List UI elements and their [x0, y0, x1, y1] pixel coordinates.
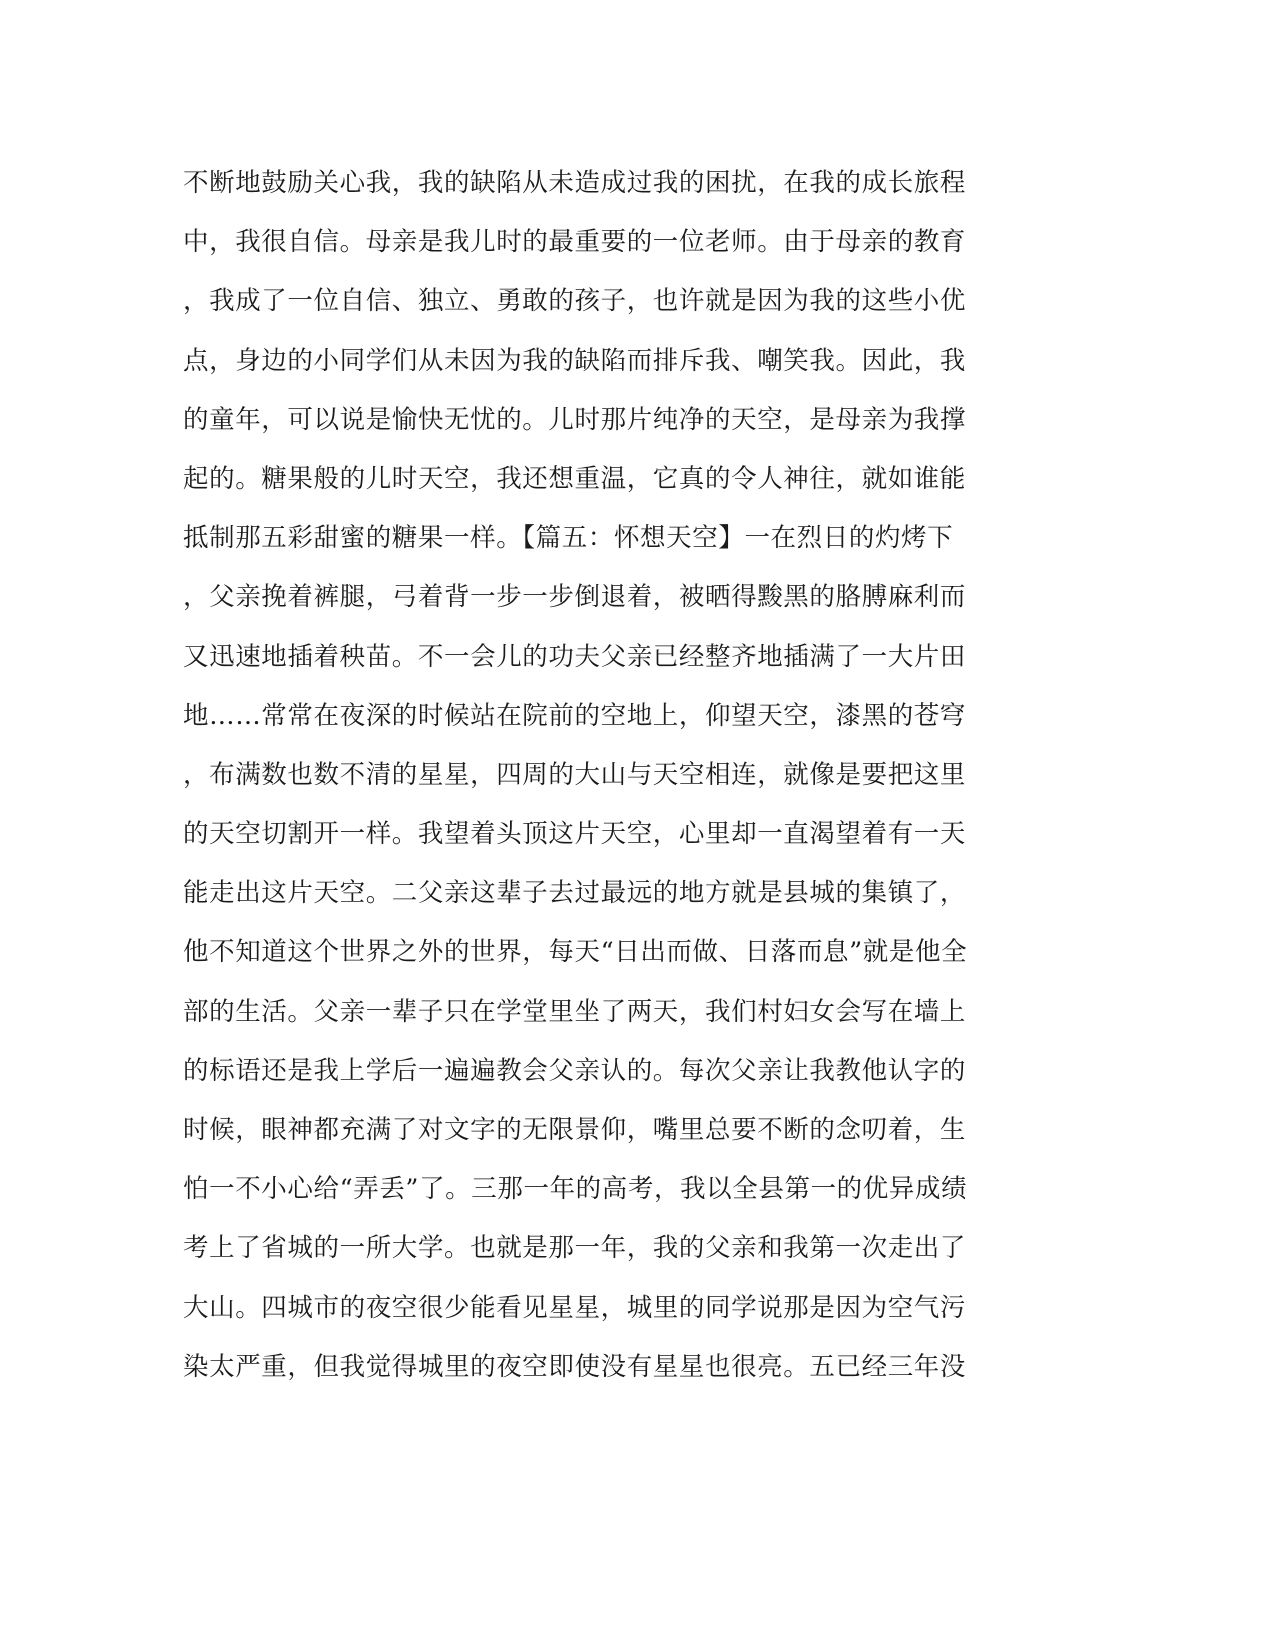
text-line: 时候，眼神都充满了对文字的无限景仰，嘴里总要不断的念叨着，生	[183, 1115, 967, 1145]
text-line: 起的。糖果般的儿时天空，我还想重温，它真的令人神往，就如谁能	[183, 463, 967, 494]
text-line: 又迅速地插着秧苗。不一会儿的功夫父亲已经整齐地插满了一大片田	[183, 641, 967, 672]
text-line: 染太严重，但我觉得城里的夜空即使没有星星也很亮。五已经三年没	[183, 1351, 967, 1382]
text-line: 抵制那五彩甜蜜的糖果一样。【篇五：怀想天空】一在烈日的灼烤下	[183, 523, 954, 554]
text-line: 点，身边的小同学们从未因为我的缺陷而排斥我、嘲笑我。因此，我	[183, 345, 967, 376]
text-line: 他不知道这个世界之外的世界，每天“日出而做、日落而息”就是他全	[183, 937, 968, 968]
text-line: 的标语还是我上学后一遍遍教会父亲认的。每次父亲让我教他认字的	[183, 1055, 967, 1086]
text-line: ，父亲挽着裤腿，弓着背一步一步倒退着，被晒得黢黑的胳膊麻利而	[183, 582, 967, 613]
body-text	[183, 154, 1023, 1397]
text-line: 不断地鼓励关心我，我的缺陷从未造成过我的困扰，在我的成长旅程	[183, 168, 967, 198]
text-line: ，我成了一位自信、独立、勇敢的孩子，也许就是因为我的这些小优	[183, 286, 967, 317]
text-line: 考上了省城的一所大学。也就是那一年，我的父亲和我第一次走出了	[183, 1233, 967, 1264]
text-line: 的天空切割开一样。我望着头顶这片天空，心里却一直渴望着有一天	[183, 819, 967, 850]
text-line: 地……常常在夜深的时候站在院前的空地上，仰望天空，漆黑的苍穹	[183, 700, 967, 731]
text-line: 能走出这片天空。二父亲这辈子去过最远的地方就是县城的集镇了，	[183, 878, 967, 909]
text-line: 怕一不小心给“弄丢”了。三那一年的高考，我以全县第一的优异成绩	[183, 1174, 968, 1205]
text-line: 的童年，可以说是愉快无忧的。儿时那片纯净的天空，是母亲为我撑	[183, 404, 967, 435]
text-line: ，布满数也数不清的星星，四周的大山与天空相连，就像是要把这里	[183, 759, 967, 790]
text-line: 部的生活。父亲一辈子只在学堂里坐了两天，我们村妇女会写在墙上	[183, 996, 967, 1027]
text-line: 大山。四城市的夜空很少能看见星星，城里的同学说那是因为空气污	[183, 1292, 967, 1323]
text-line: 中，我很自信。母亲是我儿时的最重要的一位老师。由于母亲的教育	[183, 227, 967, 258]
